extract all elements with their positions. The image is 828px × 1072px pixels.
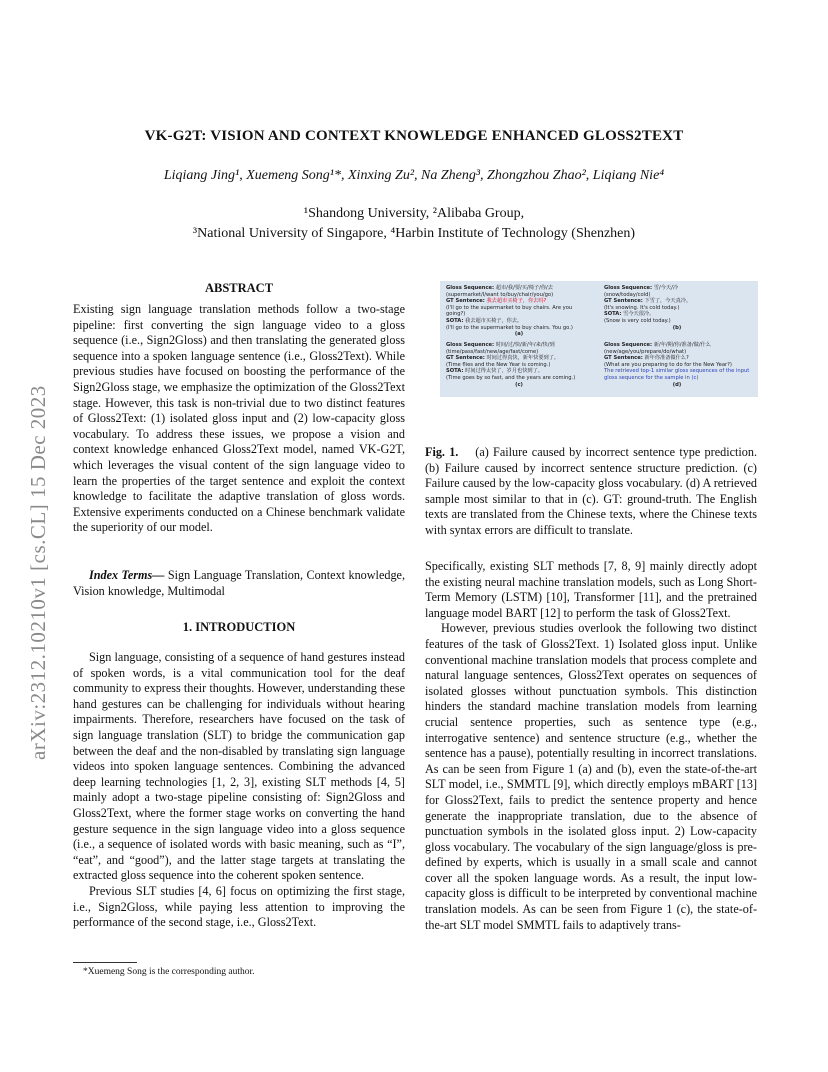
intro-heading: 1. INTRODUCTION xyxy=(182,620,296,634)
figure-panel-b xyxy=(600,283,754,339)
panel-caption: (a) xyxy=(514,331,524,338)
gloss-sequence: 超市/我/要/买/椅子/你/去 xyxy=(495,285,553,291)
sota-sentence: 我去超市买椅子，你去。 xyxy=(465,317,523,324)
figure-panel-d xyxy=(600,340,754,396)
index-terms xyxy=(73,568,405,599)
abstract-body: Existing sign language translation methods follow a two-stage pipeline: first converting the sign language video to a gloss sequence (i.e., Sign2Gloss) and then translating the generated gloss sequence into a spoken language sentence (i.e., Gloss2Text). While previous studies have focused on boosting the performance of the Sign2Gloss stage, we emphasize the optimization of the Gloss2Text stage. However, this task is non-trivial due to two distinct features of Gloss2Text: (1) isolated gloss input and (2) low-capacity gloss vocabulary. To address these issues, we propose a vision and context knowledge enhanced Gloss2Text model, named VK-G2T, which leverages the visual content of the sign language video to learn the properties of the target sentence and exploit the context knowledge to facilitate the adaptive translation of gloss words. Extensive experiments conducted on a Chinese benchmark validate the superiority of our model. xyxy=(73,302,405,535)
gloss-label: Gloss Sequence: xyxy=(446,342,495,348)
figure-caption-label: Fig. 1. xyxy=(425,445,459,459)
index-terms-text: Sign Language Translation, Context knowledge, Vision knowledge, Multimodal xyxy=(73,568,405,598)
figure-caption xyxy=(425,445,757,539)
figure-caption-text: (a) Failure caused by incorrect sentence type prediction. (b) Failure caused by incorrect sentence structure prediction. (c) Failure caused by the low-capacity gloss vocabulary. (d) A retrieved sample most similar to that in (c). GT: ground-truth. The English texts are translated from the Chinese texts, where the Chinese texts with syntax errors are difficult to translate. xyxy=(425,445,757,537)
gloss-translation: (new/age/you/prepare/do/what) xyxy=(604,348,687,355)
gt-label: GT Sentence: xyxy=(604,298,643,305)
figure-1 xyxy=(440,281,758,397)
right-paragraph-1: Specifically, existing SLT methods [7, 8, 9] mainly directly adopt the existing neural machine translation models, such as Long Short-Term Memory (LSTM) [10], Transformer [11], and the pretrained language model BART [12] to perform the task of Gloss2Text. xyxy=(425,559,757,620)
sota-sentence: 雪今天很冷。 xyxy=(623,311,655,318)
sota-sentence: 时间过得太快了，岁月也快到了。 xyxy=(465,368,543,375)
gloss-translation: (time/pass/fast/new/age/fast/come) xyxy=(446,348,539,355)
gloss-label: Gloss Sequence: xyxy=(604,342,653,348)
gloss-translation: (snow/today/cold) xyxy=(604,291,651,298)
footnote-rule xyxy=(73,962,137,963)
gloss-sequence: 新/年/期/你/准备/做/什么 xyxy=(653,342,711,348)
gt-sentence: 下雪了，今天真冷。 xyxy=(644,298,692,305)
gt-sentence: 时间过得真快，新年快要到了。 xyxy=(486,355,560,362)
sota-label: SOTA: xyxy=(604,311,622,318)
paper-title: VK-G2T: VISION AND CONTEXT KNOWLEDGE ENHANCED GLOSS2TEXT xyxy=(144,128,684,144)
panel-caption: (c) xyxy=(515,381,523,388)
sota-label: SOTA: xyxy=(446,317,464,324)
gloss-label: Gloss Sequence: xyxy=(604,285,653,291)
gt-translation: (What are you preparing to do for the New Year?) xyxy=(604,361,732,368)
right-column-body xyxy=(425,559,757,933)
gt-label: GT Sentence: xyxy=(446,298,485,305)
sota-translation: (Time goes by so fast, and the years are coming.) xyxy=(446,374,576,381)
panel-caption: (b) xyxy=(672,324,682,331)
panel-caption: (d) xyxy=(672,381,682,388)
gt-translation: (Time flies and the New Year is coming.) xyxy=(446,361,551,368)
right-paragraph-2: However, previous studies overlook the following two distinct features of the task of Gloss2Text. 1) Isolated gloss input. Unlike conventional machine translation models that process complete and natural language sentences, Gloss2Text operates on sequences of isolated glosses without punctuation symbols. This distinction hinders the standard machine translation models from learning crucial sentence properties, such as sentence type (e.g., interrogative sentence) and sentence structure (e.g., whether the sentence has a pause), potentially resulting in incorrect translations. As can be seen from Figure 1 (a) and (b), even the state-of-the-art SLT model, i.e., SMMTL [9], which directly employs mBART [13] for Gloss2Text, fails to predict the sentence property and hence generate the inappropriate translation, due to the absence of punctuation symbols in the isolated gloss input. 2) Low-capacity gloss vocabulary. The vocabulary of the sign language/gloss is pre-defined by experts, which is usually in a small scale and cannot cover all the spoken language words. As a result, the input low-capacity gloss is difficult to be interpreted by conventional machine translation models. As can be seen from Figure 1 (c), the state-of-the-art SLT model SMMTL fails to adaptively trans- xyxy=(425,621,757,932)
sota-translation: (Snow is very cold today.) xyxy=(604,317,671,324)
figure-panel-a xyxy=(442,283,596,339)
footnote: *Xuemeng Song is the corresponding author. xyxy=(83,967,255,977)
index-terms-label: Index Terms— xyxy=(89,568,165,582)
affiliation-line-2: ³National University of Singapore, ⁴Harbin Institute of Technology (Shenzhen) xyxy=(192,226,636,241)
intro-paragraph-1: Sign language, consisting of a sequence of hand gestures instead of spoken words, is a vital communication tool for the deaf community to express their thoughts. However, understanding these hand gestures can be challenging for individuals without hearing impairments. Therefore, researchers have focused on the task of sign language translation (SLT) to bridge the communication gap between the deaf and the non-disabled by translating sign language videos into spoken language sentences. Combining the advanced deep learning technologies [1, 2, 3], existing SLT methods [4, 5] mainly adopt a two-stage pipeline consisting of: Sign2Gloss and Gloss2Text, where the former stage works on converting the hand gesture sequence in the sign language video into a gloss sequence (i.e., a sequence of isolated words with basic meaning, such as “I”, “eat”, and “good”), and the latter stage targets at translating the extracted gloss sequence into the coherent spoken sentence. xyxy=(73,650,405,883)
gloss-label: Gloss Sequence: xyxy=(446,285,495,291)
gloss-sequence: 时间/过/快/新/年/来/快/到 xyxy=(495,342,555,348)
gt-sentence: 新年你准备做什么? xyxy=(644,355,689,362)
retrieval-note: The retrieved top-1 similar gloss sequences of the input gloss sequence for the sample in (c) xyxy=(604,368,750,381)
gloss-sequence: 雪/今天/冷 xyxy=(653,285,679,291)
gt-label: GT Sentence: xyxy=(446,355,485,362)
affiliation-line-1: ¹Shandong University, ²Alibaba Group, xyxy=(303,206,525,221)
intro-paragraph-2: Previous SLT studies [4, 6] focus on optimizing the first stage, i.e., Sign2Gloss, while paying less attention to improving the performance of the second stage, i.e., Gloss2Text. xyxy=(73,883,405,930)
author-list: Liqiang Jing¹, Xuemeng Song¹*, Xinxing Zu², Na Zheng³, Zhongzhou Zhao², Liqiang Nie⁴ xyxy=(163,168,665,183)
gloss-translation: (supermarket/I/want to/buy/chair/you/go) xyxy=(446,291,554,298)
arxiv-stamp: arXiv:2312.10210v1 [cs.CL] 15 Dec 2023 xyxy=(26,385,50,760)
abstract-heading: ABSTRACT xyxy=(204,281,274,295)
sota-translation: (I'll go to the supermarket to buy chairs. You go.) xyxy=(446,324,573,331)
intro-body xyxy=(73,650,405,931)
gt-sentence: 我去超市买椅子，你去吗? xyxy=(486,298,547,305)
sota-label: SOTA: xyxy=(446,368,464,375)
gt-translation: (It's snowing. It's cold today.) xyxy=(604,304,680,311)
gt-label: GT Sentence: xyxy=(604,355,643,362)
gt-translation: (I'll go to the supermarket to buy chairs. Are you going?) xyxy=(446,304,573,318)
figure-panel-c xyxy=(442,340,596,396)
